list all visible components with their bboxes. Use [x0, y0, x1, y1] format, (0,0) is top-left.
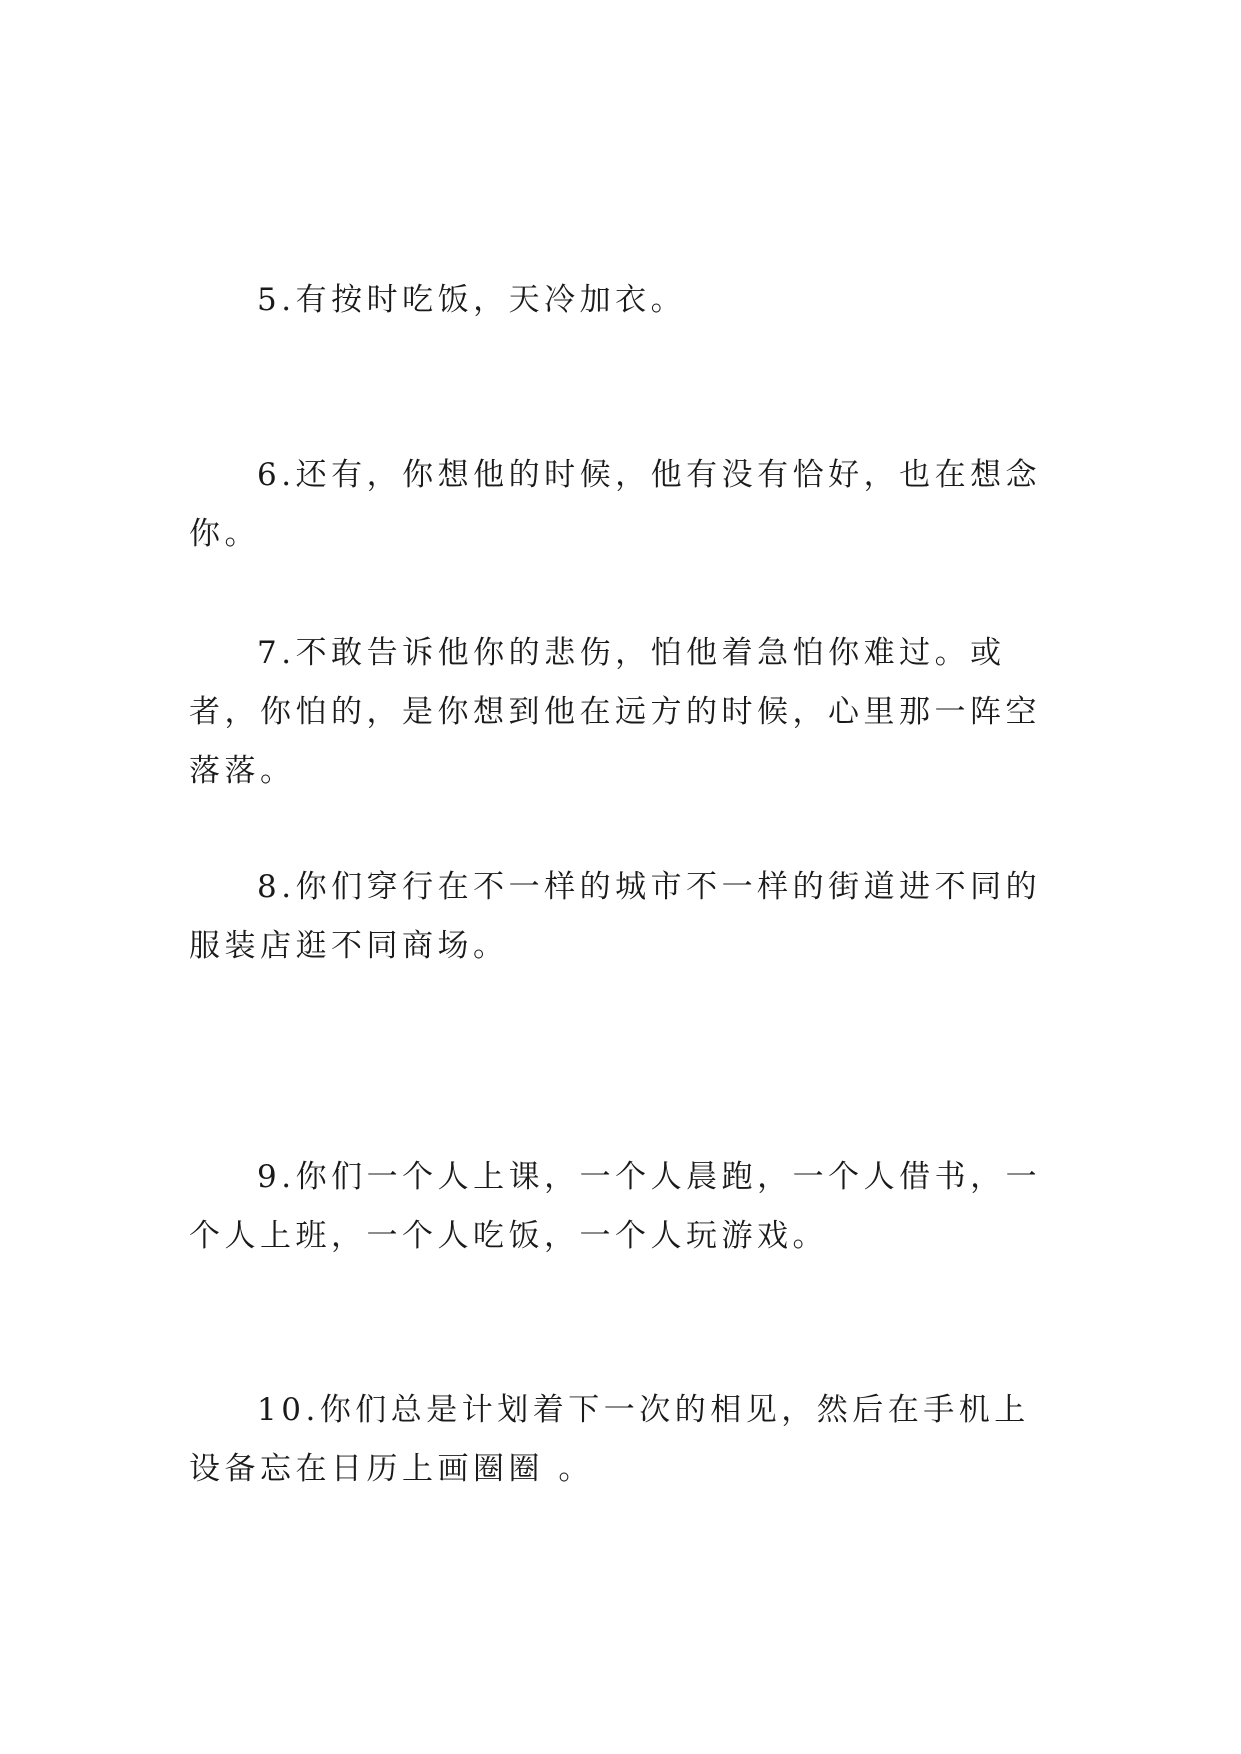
paragraph-text: 你们一个人上课，一个人晨跑，一个人借书，一个人上班，一个人吃饭，一个人玩游戏。 — [189, 1159, 1042, 1254]
paragraph-number: 10. — [257, 1392, 320, 1428]
paragraph-7 — [189, 624, 1049, 801]
paragraph-6 — [189, 446, 1049, 564]
paragraph-9 — [189, 1148, 1049, 1266]
paragraph-number: 8. — [257, 869, 296, 905]
paragraph-number: 5. — [257, 282, 296, 318]
paragraph-5 — [189, 271, 1049, 330]
paragraph-text: 还有，你想他的时候，他有没有恰好，也在想念你。 — [189, 457, 1042, 552]
paragraph-number: 6. — [257, 457, 296, 493]
paragraph-text: 有按时吃饭，天冷加衣。 — [295, 282, 687, 318]
paragraph-text: 不敢告诉他你的悲伤，怕他着急怕你难过。或者，你怕的，是你想到他在远方的时候，心里那一阵空落落。 — [189, 635, 1041, 789]
paragraph-text: 你们总是计划着下一次的相见，然后在手机上设备忘在日历上画圈圈 。 — [189, 1392, 1030, 1487]
paragraph-text: 你们穿行在不一样的城市不一样的街道进不同的服装店逛不同商场。 — [189, 869, 1042, 964]
paragraph-8 — [189, 858, 1049, 976]
paragraph-number: 7. — [257, 635, 296, 671]
paragraph-10 — [189, 1381, 1049, 1499]
paragraph-number: 9. — [257, 1159, 296, 1195]
